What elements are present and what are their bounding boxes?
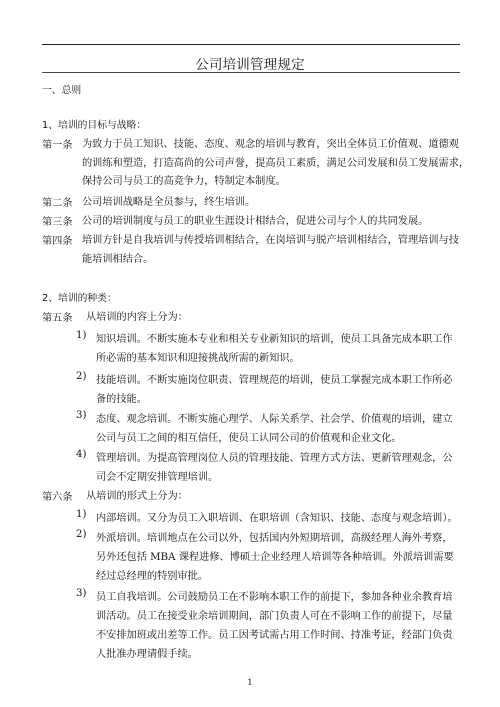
article-text: [86, 488, 460, 507]
list-item-line: 所必需的基本知识和迎接挑战所需的新知识。: [96, 353, 300, 364]
list-item-number: 3): [76, 588, 87, 599]
article-label: 第四条: [42, 236, 73, 247]
article-line: 从培训的形式上分为：: [86, 491, 188, 502]
article-line: 从培训的内容上分为：: [86, 312, 188, 323]
list-item-line: 管理培训。为提高管理岗位人员的管理技能、管理方式方法、更新管理观念，公: [96, 453, 453, 464]
list-item-number: 1): [76, 330, 87, 341]
list-item-line: 另外还包括 MBA 课程进修、博硕士企业经理人培训等各种培训。外派培训需要: [96, 552, 454, 563]
list-item-text: [96, 509, 460, 528]
list-item-text: [96, 529, 460, 586]
list-item-line: 备的技能。: [96, 394, 147, 405]
article-line: 为致力于员工知识、技能、态度、观念的培训与教育，突出全体员工价值观、道德观: [82, 139, 459, 150]
list-item-text: [96, 410, 460, 448]
list-item-number: 2): [76, 371, 87, 382]
list-item-line: 司会不定期安排管理培训。: [96, 472, 219, 483]
list-item-number: 2): [76, 529, 87, 540]
article-text: [86, 309, 460, 328]
list-item-line: 不安排加班或出差等工作。员工因考试需占用工作时间、持准考证，经部门负责: [96, 630, 453, 641]
list-item-line: 训活动。员工在接受业余培训期间，部门负责人可在不影响工作的前提下，尽量: [96, 611, 453, 622]
article-line: 公司培训战略是全员参与，终生培训。: [82, 197, 256, 208]
list-item-line: 技能培训。不断实施岗位职责、管理规范的培训，使员工掌握完成本职工作所必: [96, 375, 453, 386]
list-item-line: 公司与员工之间的相互信任，使员工认同公司的价值观和企业文化。: [96, 433, 402, 444]
list-item-number: 3): [76, 410, 87, 421]
list-item-line: 人批准办理请假手续。: [96, 649, 198, 660]
title-rule: [42, 72, 460, 73]
article-line: 保持公司与员工的高竞争力，特制定本制度。: [82, 176, 286, 187]
list-item-line: 员工自我培训。公司鼓励员工在不影响本职工作的前提下，参加各种业余教育培: [96, 592, 453, 603]
article-label: 第五条: [42, 313, 73, 324]
article-text: [82, 232, 460, 269]
header-rule: [42, 44, 460, 45]
subsection-heading-types: 2、培训的种类：: [42, 293, 117, 304]
list-item-number: 1): [76, 509, 87, 520]
list-item-line: 态度、观念培训。不断实施心理学、人际关系学、社会学、价值观的培训，建立: [96, 414, 453, 425]
article-label: 第三条: [42, 217, 73, 228]
list-item-line: 经过总经理的特别审批。: [96, 571, 209, 582]
article-line: 培训方针是自我培训与传授培训相结合，在岗培训与脱产培训相结合，管理培训与技: [82, 235, 459, 246]
article-text: [82, 213, 460, 232]
page-number: 1: [247, 678, 253, 688]
list-item-line: 外派培训。培训地点在公司以外，包括国内外短期培训，高级经理人海外考察，: [96, 533, 453, 544]
article-text: [82, 194, 460, 213]
section-heading-general: 一、总则: [42, 85, 82, 96]
page-title: 公司培训管理规定: [195, 57, 305, 73]
article-line: 公司的培训制度与员工的职业生涯设计相结合，促进公司与个人的共同发展。: [82, 216, 429, 227]
article-text: [82, 136, 470, 192]
article-line: 能培训相结合。: [82, 253, 154, 265]
article-label: 第一条: [42, 140, 73, 151]
subsection-heading-goals: 1、培训的目标与战略：: [42, 120, 147, 131]
list-item-line: 内部培训。又分为员工入职培训、在职培训（含知识、技能、态度与观念培训）。: [96, 513, 458, 524]
list-item-text: [96, 330, 460, 368]
article-label: 第二条: [42, 198, 73, 209]
list-item-line: 知识培训。不断实施本专业和相关专业新知识的培训，使员工具备完成本职工作: [96, 334, 453, 345]
list-item-text: [96, 588, 460, 664]
list-item-text: [96, 449, 460, 487]
list-item-number: 4): [76, 449, 87, 460]
article-line: 的训练和塑造，打造高尚的公司声誉，提高员工素质，满足公司发展和员工发展需求，: [82, 157, 470, 169]
list-item-text: [96, 371, 460, 409]
article-label: 第六条: [42, 492, 73, 503]
